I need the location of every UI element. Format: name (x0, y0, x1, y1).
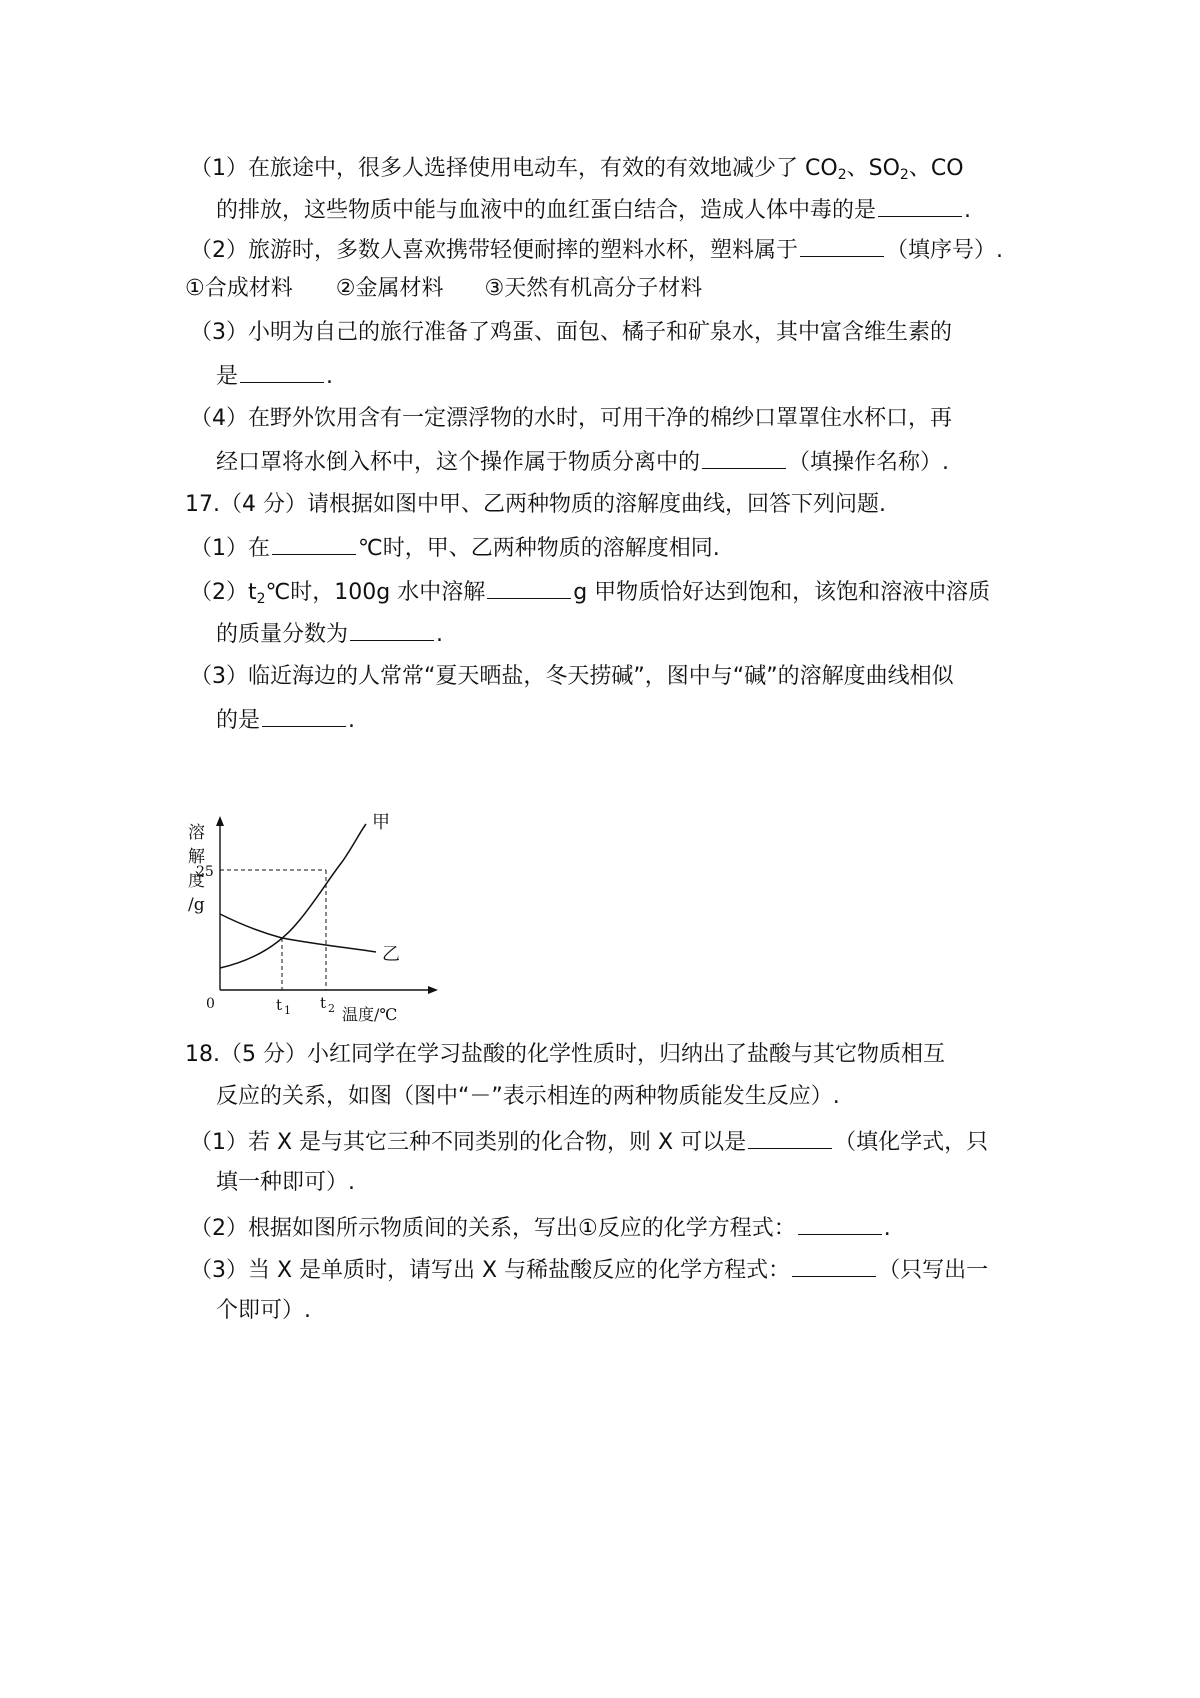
answer-blank[interactable] (262, 704, 346, 727)
q17-part2-line2 (216, 618, 443, 650)
co2-subscript: 2 (837, 167, 847, 183)
q17-part2-text-d: 的质量分数为 (216, 622, 349, 647)
q16-part1-line2 (216, 194, 971, 226)
q18-part3-line2 (216, 1296, 311, 1326)
q17-title-text: 17.（4 分）请根据如图中甲、乙两种物质的溶解度曲线，回答下列问题. (185, 492, 886, 517)
answer-blank[interactable] (792, 1254, 876, 1277)
q16-part2-end: （填序号）. (886, 238, 1003, 263)
q18-title-line1 (185, 1040, 945, 1070)
q18-part2-text: （2）根据如图所示物质间的关系，写出①反应的化学方程式： (190, 1216, 796, 1241)
solubility-chart (180, 810, 460, 1030)
q16-part4-end: （填操作名称）. (788, 450, 950, 475)
q17-part1 (190, 532, 720, 564)
q17-part2-text-c: g 甲物质恰好达到饱和，该饱和溶液中溶质 (573, 580, 991, 605)
origin-label: 0 (206, 996, 215, 1012)
q18-title-line2 (216, 1082, 840, 1112)
q18-part3-line1 (190, 1254, 988, 1286)
y-tick-25: 25 (196, 864, 214, 880)
x-tick-t2-sub: 2 (328, 1002, 335, 1015)
q16-part4-text: （4）在野外饮用含有一定漂浮物的水时，可用干净的棉纱口罩罩住水杯口，再 (190, 406, 952, 431)
q16-part1-text: （1）在旅途中，很多人选择使用电动车，有效的有效地减少了 (190, 156, 798, 181)
series-jia-curve (220, 824, 366, 968)
x-tick-t2: t (320, 994, 327, 1012)
q17-part3-line2 (216, 704, 355, 736)
answer-blank[interactable] (350, 618, 434, 641)
punctuation: . (964, 198, 972, 223)
q18-part1-line2 (216, 1168, 355, 1198)
so2-subscript: 2 (899, 167, 909, 183)
q18-part1-line1 (190, 1126, 988, 1158)
y-axis-arrow (216, 816, 224, 826)
q16-part4-line1 (190, 404, 952, 434)
xlabel: 温度/℃ (342, 1005, 398, 1024)
q17-part1-end: ℃时，甲、乙两种物质的溶解度相同. (358, 536, 720, 561)
punctuation: . (348, 708, 356, 733)
ylabel-char-4: /g (188, 895, 205, 915)
q16-part1-text-2: 的排放，这些物质中能与血液中的血红蛋白结合，造成人体中毒的是 (216, 198, 877, 223)
q16-part4-line2 (216, 446, 949, 478)
answer-blank[interactable] (240, 360, 324, 383)
x-tick-t1: t (276, 996, 283, 1014)
q17-part2-text-b: ℃时，100g 水中溶解 (265, 580, 486, 605)
answer-blank[interactable] (748, 1126, 832, 1149)
answer-blank[interactable] (878, 194, 962, 217)
q16-part2-options (185, 274, 702, 304)
q16-part4-text-2: 经口罩将水倒入杯中，这个操作属于物质分离中的 (216, 450, 701, 475)
q18-part1-text: （1）若 X 是与其它三种不同类别的化合物，则 X 可以是 (190, 1130, 747, 1155)
co2-formula: CO (805, 156, 838, 181)
x-tick-t1-sub: 1 (284, 1004, 291, 1017)
q17-title (185, 490, 886, 520)
q17-part3-text-2: 的是 (216, 708, 261, 733)
q18-part2 (190, 1212, 891, 1244)
punctuation: . (326, 364, 334, 389)
so2-formula: 、SO (846, 156, 900, 181)
punctuation: . (436, 622, 444, 647)
q17-part2-line1 (190, 576, 990, 614)
option-3: ③天然有机高分子材料 (484, 276, 703, 301)
q16-part3-text: （3）小明为自己的旅行准备了鸡蛋、面包、橘子和矿泉水，其中富含维生素的 (190, 320, 952, 345)
option-2: ②金属材料 (335, 276, 444, 301)
x-axis-arrow (428, 986, 438, 994)
answer-blank[interactable] (272, 532, 356, 555)
q16-part3-line2 (216, 360, 333, 392)
q17-part2-text: （2）t (190, 580, 257, 605)
q16-part2-line1 (190, 234, 1003, 266)
q16-part3-text-2: 是 (216, 364, 239, 389)
q18-part3-text-b: （只写出一 (878, 1258, 989, 1283)
q17-part3-text: （3）临近海边的人常常“夏天晒盐，冬天捞碱”，图中与“碱”的溶解度曲线相似 (190, 664, 954, 689)
option-1: ①合成材料 (185, 276, 293, 301)
ylabel-char-3: 度 (188, 871, 205, 891)
answer-blank[interactable] (702, 446, 786, 469)
q18-part1-text-b: （填化学式，只 (834, 1130, 989, 1155)
ylabel-char-2: 解 (188, 847, 205, 867)
q18-title-text-2: 反应的关系，如图（图中“－”表示相连的两种物质能发生反应）. (216, 1084, 840, 1109)
q16-part1-line1 (190, 154, 964, 190)
q18-part1-text-c: 填一种即可）. (216, 1170, 355, 1195)
q16-part3-line1 (190, 318, 952, 348)
ylabel-char-1: 溶 (188, 823, 205, 843)
punctuation: . (883, 1216, 891, 1241)
series-yi-label: 乙 (382, 944, 400, 965)
q18-title-text: 18.（5 分）小红同学在学习盐酸的化学性质时，归纳出了盐酸与其它物质相互 (185, 1042, 945, 1067)
co-formula: 、CO (908, 156, 964, 181)
t2-subscript: 2 (256, 591, 266, 607)
series-jia-label: 甲 (372, 812, 390, 833)
answer-blank[interactable] (487, 576, 571, 599)
answer-blank[interactable] (798, 1212, 882, 1235)
q17-part1-text: （1）在 (190, 536, 270, 561)
q16-part2-text: （2）旅游时，多数人喜欢携带轻便耐摔的塑料水杯，塑料属于 (190, 238, 798, 263)
q18-part3-text-c: 个即可）. (216, 1298, 311, 1323)
q17-part3-line1 (190, 662, 954, 692)
answer-blank[interactable] (800, 234, 884, 257)
q18-part3-text: （3）当 X 是单质时，请写出 X 与稀盐酸反应的化学方程式： (190, 1258, 791, 1283)
series-yi-curve (220, 914, 376, 952)
